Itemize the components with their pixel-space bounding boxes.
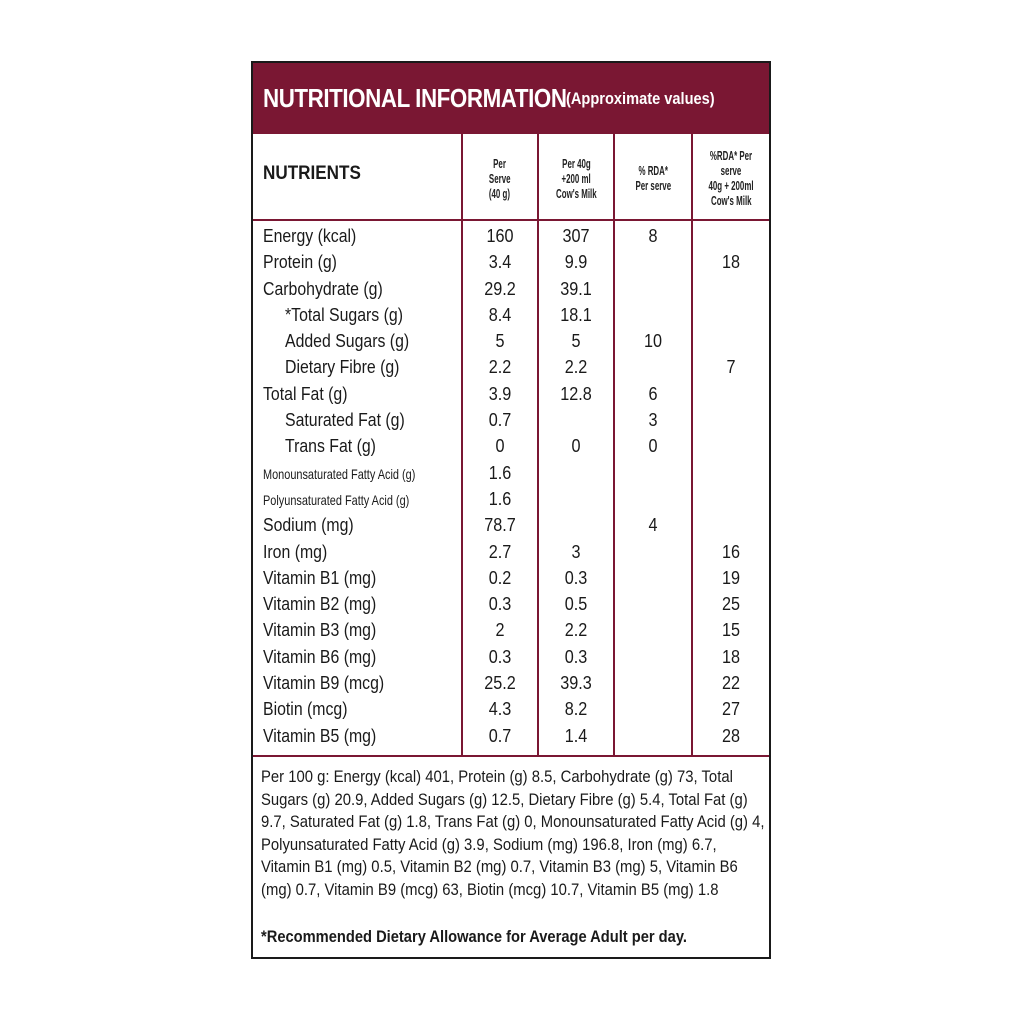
nutrient-value-col-3: 10 bbox=[643, 331, 663, 352]
table-row bbox=[253, 618, 769, 644]
nutrient-name: Vitamin B6 (mg) bbox=[263, 646, 377, 667]
nutrient-value-col-2: 3 bbox=[571, 541, 581, 562]
nutrient-value-col-4: 7 bbox=[726, 357, 736, 378]
nutrient-value-col-4: 16 bbox=[721, 541, 741, 562]
nutrient-value-col-3: 3 bbox=[648, 410, 658, 431]
nutrient-name: Saturated Fat (g) bbox=[285, 410, 405, 431]
nutrients-column-header: NUTRIENTS bbox=[263, 163, 361, 184]
nutrient-value-col-3: 6 bbox=[648, 383, 658, 404]
nutrient-value-col-1: 3.9 bbox=[488, 383, 512, 404]
nutrient-value-col-4: 18 bbox=[721, 646, 741, 667]
nutrient-value-col-1: 2.7 bbox=[488, 541, 512, 562]
nutrient-value-col-1: 0.3 bbox=[488, 646, 512, 667]
table-row bbox=[253, 487, 769, 513]
nutrient-value-col-1: 2.2 bbox=[488, 357, 512, 378]
table-row bbox=[253, 408, 769, 434]
table-row bbox=[253, 303, 769, 329]
nutrient-value-col-2: 2.2 bbox=[564, 357, 588, 378]
nutrient-name: Vitamin B1 (mg) bbox=[263, 567, 377, 588]
nutrient-name: Carbohydrate (g) bbox=[263, 278, 383, 299]
nutrient-name: Vitamin B5 (mg) bbox=[263, 725, 377, 746]
nutrient-name: Trans Fat (g) bbox=[285, 436, 376, 457]
table-row bbox=[253, 250, 769, 276]
nutrient-value-col-1: 8.4 bbox=[488, 304, 512, 325]
nutrient-value-col-1: 25.2 bbox=[484, 673, 516, 694]
nutrient-name: Dietary Fibre (g) bbox=[285, 357, 400, 378]
nutrient-value-col-1: 0 bbox=[495, 436, 505, 457]
table-row bbox=[253, 277, 769, 303]
nutrient-value-col-1: 1.6 bbox=[488, 462, 512, 483]
nutrient-value-col-2: 0.3 bbox=[564, 646, 588, 667]
nutrient-value-col-2: 0.5 bbox=[564, 594, 588, 615]
nutrient-value-col-2: 0 bbox=[571, 436, 581, 457]
nutrient-name: Polyunsaturated Fatty Acid (g) bbox=[263, 491, 410, 508]
nutrient-value-col-1: 5 bbox=[495, 331, 505, 352]
nutrient-value-col-1: 78.7 bbox=[484, 515, 516, 536]
nutrient-value-col-1: 0.2 bbox=[488, 567, 512, 588]
nutrient-name: Monounsaturated Fatty Acid (g) bbox=[263, 465, 416, 482]
nutrient-value-col-1: 160 bbox=[486, 226, 514, 246]
nutrient-value-col-1: 2 bbox=[495, 620, 505, 641]
nutrient-value-col-2: 2.2 bbox=[564, 620, 588, 641]
table-row bbox=[253, 513, 769, 539]
nutrient-value-col-3: 8 bbox=[648, 226, 658, 246]
nutrition-panel bbox=[251, 61, 771, 959]
nutrient-value-col-2: 8.2 bbox=[564, 699, 588, 720]
nutrient-table-body bbox=[253, 224, 769, 750]
nutrient-value-col-1: 29.2 bbox=[484, 278, 516, 299]
header-bar bbox=[253, 63, 769, 134]
nutrient-value-col-2: 12.8 bbox=[560, 383, 592, 404]
table-row bbox=[253, 355, 769, 381]
nutrient-value-col-1: 1.6 bbox=[488, 488, 512, 509]
nutrient-name: Vitamin B3 (mg) bbox=[263, 620, 377, 641]
table-row bbox=[253, 671, 769, 697]
table-row bbox=[253, 724, 769, 750]
table-row bbox=[253, 645, 769, 671]
nutrient-value-col-2: 39.1 bbox=[560, 278, 592, 299]
nutrient-name: Vitamin B2 (mg) bbox=[263, 594, 377, 615]
nutrient-name: Iron (mg) bbox=[263, 541, 328, 562]
nutrient-value-col-2: 1.4 bbox=[564, 725, 588, 746]
nutrient-value-col-4: 15 bbox=[721, 620, 741, 641]
nutrient-value-col-4: 27 bbox=[721, 699, 741, 720]
table-row bbox=[253, 224, 769, 250]
nutrient-value-col-1: 0.7 bbox=[488, 410, 512, 431]
nutrient-name: Vitamin B9 (mcg) bbox=[263, 673, 385, 694]
nutrient-value-col-3: 0 bbox=[648, 436, 658, 457]
nutrient-name: Biotin (mcg) bbox=[263, 699, 348, 720]
panel-subtitle: (Approximate values) bbox=[565, 88, 715, 108]
nutrient-value-col-1: 3.4 bbox=[488, 252, 512, 273]
table-row bbox=[253, 697, 769, 723]
nutrient-value-col-1: 4.3 bbox=[488, 699, 512, 720]
nutrient-value-col-2: 307 bbox=[562, 226, 590, 246]
per-serve-header: Per Serve (40 g) bbox=[489, 155, 511, 201]
panel-title: NUTRITIONAL INFORMATION bbox=[263, 83, 567, 113]
nutrient-name: Sodium (mg) bbox=[263, 515, 354, 536]
table-row bbox=[253, 461, 769, 487]
nutrient-name: Energy (kcal) bbox=[263, 226, 357, 246]
nutrient-value-col-2: 9.9 bbox=[564, 252, 588, 273]
nutrient-name: Total Fat (g) bbox=[263, 383, 348, 404]
nutrient-value-col-4: 22 bbox=[721, 673, 741, 694]
per-40g-milk-header: Per 40g +200 ml Cow's Milk bbox=[555, 155, 597, 201]
rda-note: *Recommended Dietary Allowance for Average Adult per day. bbox=[261, 928, 687, 946]
rda-milk-header: %RDA* Per serve 40g + 200ml Cow's Milk bbox=[708, 148, 754, 208]
table-row bbox=[253, 540, 769, 566]
nutrient-value-col-3: 4 bbox=[648, 515, 658, 536]
nutrient-value-col-2: 5 bbox=[571, 331, 581, 352]
nutrient-name: Protein (g) bbox=[263, 252, 337, 273]
nutrient-value-col-4: 25 bbox=[721, 594, 741, 615]
rda-per-serve-header: % RDA* Per serve bbox=[635, 163, 671, 193]
table-row bbox=[253, 592, 769, 618]
nutrient-value-col-4: 19 bbox=[721, 567, 741, 588]
per-100g-footnote: Per 100 g: Energy (kcal) 401, Protein (g) 8.5, Carbohydrate (g) 73, Total Sugars (g) 20.9, Added Sugars (g) 12.5, Dietary Fibre (g) 5.4, Total Fat (g) 9.7, Saturated Fat (g) 1.8, Trans Fat (g) 0, Monounsaturated Fatty Acid (g) 4, Polyunsaturated Fatty Acid (g) 3.9, Sodium (mg) 196.8, Iron (mg) 6.7, Vitamin B1 (mg) 0.5, Vitamin B2 (mg) 0.7, Vitamin B3 (mg) 5, Vitamin B6 (mg) 0.7, Vitamin B9 (mcg) 63, Biotin (mcg) 10.7, Vitamin B5 (mg) 1.8 bbox=[261, 768, 765, 899]
nutrient-value-col-2: 39.3 bbox=[560, 673, 592, 694]
table-row bbox=[253, 382, 769, 408]
nutrient-value-col-4: 28 bbox=[721, 725, 741, 746]
nutrient-value-col-2: 0.3 bbox=[564, 567, 588, 588]
nutrient-value-col-4: 18 bbox=[721, 252, 741, 273]
nutrient-value-col-1: 0.3 bbox=[488, 594, 512, 615]
nutrient-name: *Total Sugars (g) bbox=[285, 304, 403, 325]
table-row bbox=[253, 329, 769, 355]
nutrient-value-col-2: 18.1 bbox=[560, 304, 592, 325]
nutrient-name: Added Sugars (g) bbox=[285, 331, 410, 352]
table-row bbox=[253, 566, 769, 592]
table-row bbox=[253, 434, 769, 460]
nutrient-value-col-1: 0.7 bbox=[488, 725, 512, 746]
